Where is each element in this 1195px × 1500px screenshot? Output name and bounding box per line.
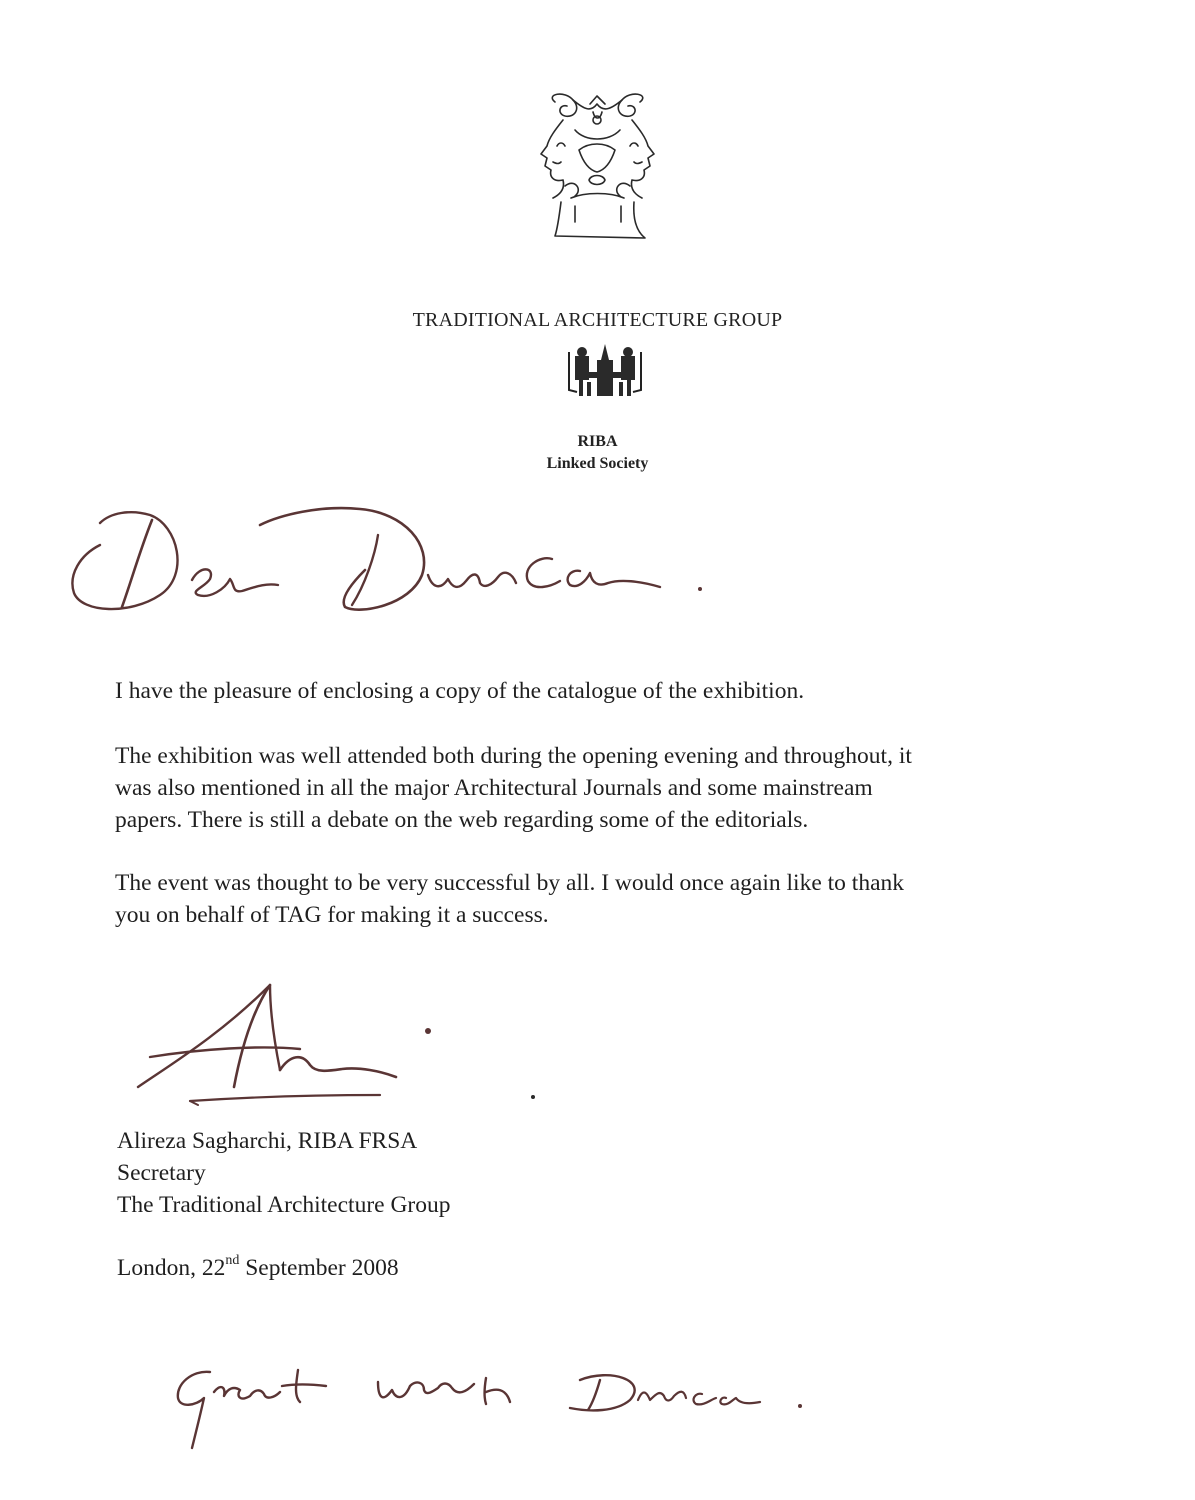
date-city: London, 22 xyxy=(117,1255,226,1281)
organization-name: TRADITIONAL ARCHITECTURE GROUP xyxy=(412,309,783,331)
signer-block xyxy=(117,1125,451,1221)
paragraph-2-line: papers. There is still a debate on the web regarding some of the editorials. xyxy=(115,807,809,833)
signer-organization: The Traditional Architecture Group xyxy=(117,1192,451,1218)
paragraph-2-line: The exhibition was well attended both during the opening evening and throughout, it xyxy=(115,743,912,769)
signer-title: Secretary xyxy=(117,1160,206,1186)
riba-linked-society xyxy=(0,431,1195,475)
signer-name: Alireza Sagharchi, RIBA FRSA xyxy=(117,1128,418,1154)
paragraph-1: I have the pleasure of enclosing a copy of the catalogue of the exhibition. xyxy=(115,678,805,704)
riba-lions-logo-icon xyxy=(565,342,645,402)
riba-label: RIBA xyxy=(577,433,618,450)
date-line xyxy=(117,1252,399,1284)
janus-heads-crest-icon xyxy=(535,90,660,240)
paragraph-3 xyxy=(115,867,1075,931)
date-suffix: nd xyxy=(225,1253,240,1269)
handwritten-salutation xyxy=(60,495,720,620)
handwritten-note xyxy=(170,1360,820,1455)
paragraph-2 xyxy=(115,740,1075,836)
paragraph-2-line: was also mentioned in all the major Architectural Journals and some mainstream xyxy=(115,775,873,801)
paragraph-3-line: The event was thought to be very successful by all. I would once again like to thank xyxy=(115,870,904,896)
paragraph-3-line: you on behalf of TAG for making it a success. xyxy=(115,902,549,928)
linked-society-label: Linked Society xyxy=(546,455,649,472)
handwritten-signature xyxy=(130,975,550,1115)
date-rest: September 2008 xyxy=(239,1255,399,1281)
